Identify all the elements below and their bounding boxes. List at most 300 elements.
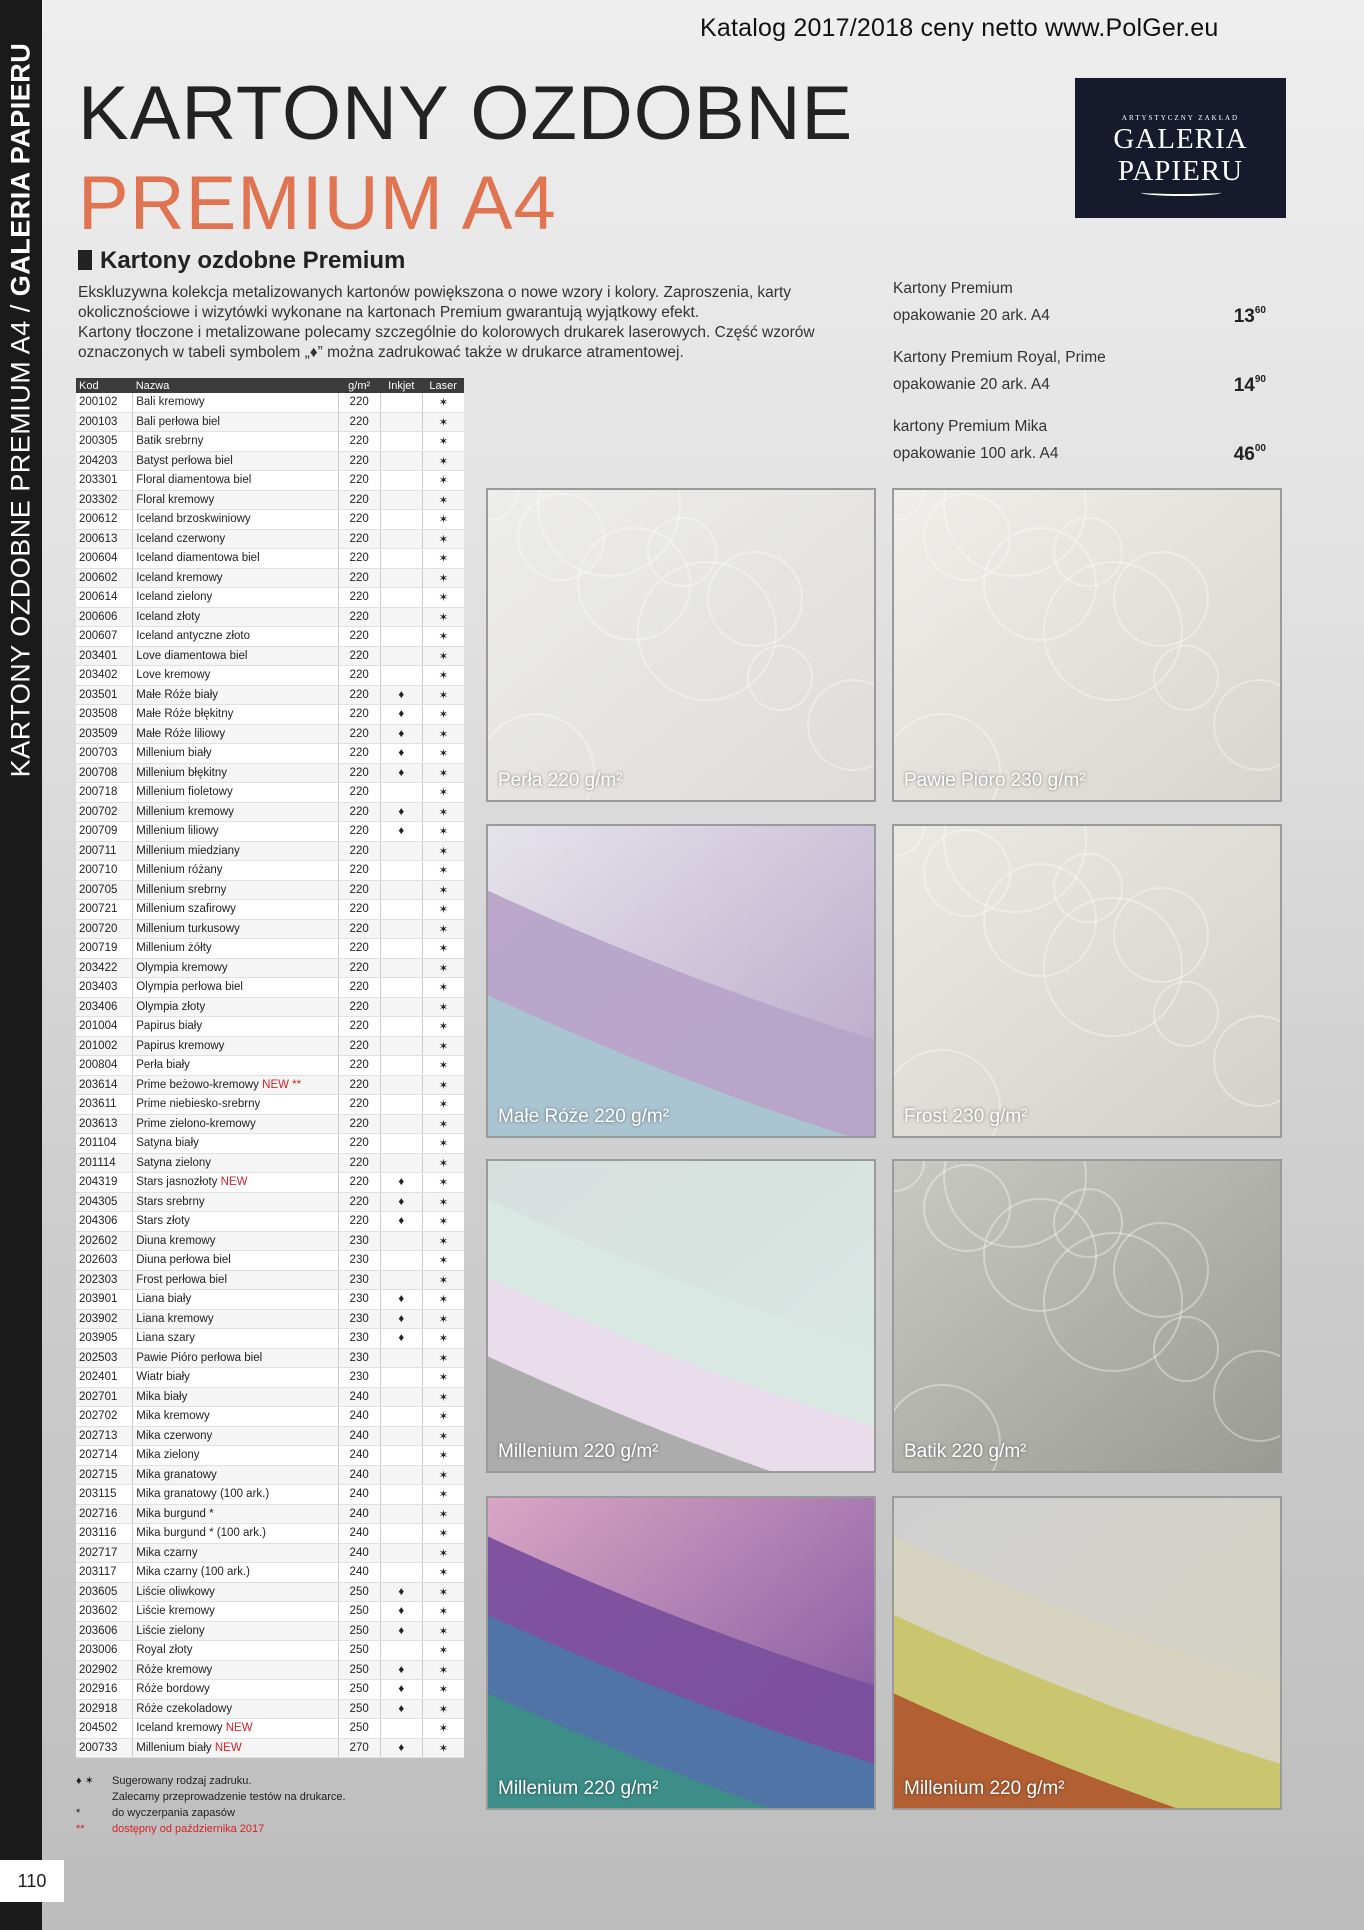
price-row (893, 418, 1278, 487)
cell-laser: ✶ (422, 510, 464, 530)
table-row (76, 1368, 464, 1388)
cell-kod: 203422 (76, 958, 133, 978)
table-row (76, 1426, 464, 1446)
cell-nazwa: Mika granatowy (133, 1465, 338, 1485)
col-gsm: g/m² (338, 378, 380, 393)
cell-kod: 204319 (76, 1173, 133, 1193)
cell-inkjet (380, 646, 422, 666)
cell-inkjet (380, 1134, 422, 1154)
cell-kod: 203605 (76, 1582, 133, 1602)
cell-laser: ✶ (422, 627, 464, 647)
cell-gsm: 220 (338, 900, 380, 920)
cell-gsm: 250 (338, 1680, 380, 1700)
cell-kod: 204502 (76, 1719, 133, 1739)
cell-laser: ✶ (422, 1173, 464, 1193)
cell-inkjet (380, 1543, 422, 1563)
table-row (76, 1387, 464, 1407)
paper-swatch (892, 824, 1282, 1138)
table-row (76, 900, 464, 920)
table-row (76, 1095, 464, 1115)
price-product: Kartony Premium (893, 280, 1013, 297)
cell-kod: 200102 (76, 393, 133, 412)
cell-laser: ✶ (422, 1114, 464, 1134)
table-row (76, 1017, 464, 1037)
table-row (76, 1231, 464, 1251)
price-row (893, 349, 1278, 418)
cell-kod: 200613 (76, 529, 133, 549)
cell-inkjet: ♦ (380, 1680, 422, 1700)
price-value: $46^{00}$ (1233, 443, 1266, 465)
cell-kod: 204305 (76, 1192, 133, 1212)
cell-kod: 203614 (76, 1075, 133, 1095)
cell-kod: 203301 (76, 471, 133, 491)
cell-inkjet (380, 432, 422, 452)
cell-inkjet (380, 1446, 422, 1466)
table-row (76, 393, 464, 412)
cell-nazwa: Diuna kremowy (133, 1231, 338, 1251)
cell-kod: 202918 (76, 1699, 133, 1719)
cell-laser: ✶ (422, 588, 464, 608)
cell-laser: ✶ (422, 568, 464, 588)
cell-kod: 200602 (76, 568, 133, 588)
new-badge: NEW (220, 1176, 248, 1189)
cell-gsm: 230 (338, 1251, 380, 1271)
table-row (76, 1699, 464, 1719)
cell-inkjet: ♦ (380, 802, 422, 822)
cell-inkjet (380, 1114, 422, 1134)
table-row (76, 1056, 464, 1076)
cell-inkjet (380, 1251, 422, 1271)
cell-gsm: 240 (338, 1504, 380, 1524)
cell-inkjet (380, 529, 422, 549)
cell-gsm: 220 (338, 841, 380, 861)
cell-laser: ✶ (422, 1407, 464, 1427)
cell-laser: ✶ (422, 1465, 464, 1485)
cell-kod: 202701 (76, 1387, 133, 1407)
cell-inkjet: ♦ (380, 1309, 422, 1329)
cell-nazwa: Iceland kremowy NEW (133, 1719, 338, 1739)
cell-nazwa: Millenium błękitny (133, 763, 338, 783)
cell-laser: ✶ (422, 1309, 464, 1329)
table-row (76, 1524, 464, 1544)
cell-gsm: 220 (338, 802, 380, 822)
cell-nazwa: Prime niebiesko-srebrny (133, 1095, 338, 1115)
swatch-label: Perła 220 g/m² (498, 770, 623, 791)
cell-gsm: 220 (338, 822, 380, 842)
cell-nazwa: Mika biały (133, 1387, 338, 1407)
cell-inkjet: ♦ (380, 1212, 422, 1232)
table-row (76, 1504, 464, 1524)
cell-laser: ✶ (422, 763, 464, 783)
price-value: $13^{60}$ (1233, 305, 1266, 327)
cell-nazwa: Batyst perłowa biel (133, 451, 338, 471)
cell-gsm: 230 (338, 1309, 380, 1329)
cell-gsm: 250 (338, 1602, 380, 1622)
cell-nazwa: Millenium miedziany (133, 841, 338, 861)
table-row (76, 510, 464, 530)
cell-kod: 202603 (76, 1251, 133, 1271)
cell-kod: 202717 (76, 1543, 133, 1563)
legend-row (76, 1805, 346, 1821)
cell-inkjet (380, 1387, 422, 1407)
cell-inkjet (380, 1368, 422, 1388)
sidebar (0, 0, 42, 1930)
legend-symbol: * (76, 1807, 81, 1819)
swatch-texture (488, 490, 876, 802)
cell-nazwa: Małe Róże błękitny (133, 705, 338, 725)
cell-nazwa: Millenium fioletowy (133, 783, 338, 803)
cell-kod: 202902 (76, 1660, 133, 1680)
table-row (76, 1719, 464, 1739)
table-row (76, 783, 464, 803)
cell-inkjet (380, 549, 422, 569)
cell-laser: ✶ (422, 939, 464, 959)
cell-laser: ✶ (422, 666, 464, 686)
paper-swatch (892, 488, 1282, 802)
cell-laser: ✶ (422, 471, 464, 491)
table-row (76, 666, 464, 686)
swatch-label: Pawie Pióro 230 g/m² (904, 770, 1086, 791)
cell-gsm: 220 (338, 1017, 380, 1037)
cell-inkjet: ♦ (380, 1738, 422, 1758)
cell-kod: 202702 (76, 1407, 133, 1427)
cell-gsm: 220 (338, 607, 380, 627)
cell-laser: ✶ (422, 880, 464, 900)
galeria-papieru-logo: ARTYSTYCZNY ZAKŁAD GALERIA PAPIERU (1075, 78, 1286, 218)
section-title: Kartony ozdobne Premium (78, 247, 405, 275)
table-row (76, 627, 464, 647)
table-row (76, 432, 464, 452)
cell-inkjet (380, 978, 422, 998)
price-pack: opakowanie 20 ark. A4 (893, 307, 1050, 324)
cell-inkjet (380, 783, 422, 803)
cell-inkjet (380, 1504, 422, 1524)
cell-kod: 203611 (76, 1095, 133, 1115)
cell-inkjet: ♦ (380, 1582, 422, 1602)
cell-kod: 200703 (76, 744, 133, 764)
cell-laser: ✶ (422, 1426, 464, 1446)
cell-laser: ✶ (422, 919, 464, 939)
legend-row (76, 1821, 346, 1837)
col-inkjet: Inkjet (380, 378, 422, 393)
cell-kod: 203006 (76, 1641, 133, 1661)
cell-laser: ✶ (422, 1056, 464, 1076)
table-row (76, 1309, 464, 1329)
cell-nazwa: Frost perłowa biel (133, 1270, 338, 1290)
swatch-texture (894, 490, 1282, 802)
table-row (76, 919, 464, 939)
cell-inkjet (380, 841, 422, 861)
swatch-label: Millenium 220 g/m² (498, 1778, 659, 1799)
cell-gsm: 240 (338, 1543, 380, 1563)
legend-symbol: ♦ ✶ (76, 1775, 94, 1787)
cell-gsm: 220 (338, 1056, 380, 1076)
cell-inkjet (380, 880, 422, 900)
cell-nazwa: Millenium biały NEW (133, 1738, 338, 1758)
price-pack: opakowanie 20 ark. A4 (893, 376, 1050, 393)
cell-inkjet: ♦ (380, 1699, 422, 1719)
cell-laser: ✶ (422, 1134, 464, 1154)
table-row (76, 841, 464, 861)
cell-nazwa: Iceland kremowy (133, 568, 338, 588)
cell-nazwa: Millenium srebrny (133, 880, 338, 900)
cell-nazwa: Diuna perłowa biel (133, 1251, 338, 1271)
cell-nazwa: Millenium żółty (133, 939, 338, 959)
cell-inkjet: ♦ (380, 744, 422, 764)
cell-gsm: 220 (338, 1212, 380, 1232)
cell-gsm: 220 (338, 1036, 380, 1056)
cell-gsm: 230 (338, 1329, 380, 1349)
cell-gsm: 220 (338, 471, 380, 491)
cell-kod: 201114 (76, 1153, 133, 1173)
cell-nazwa: Mika zielony (133, 1446, 338, 1466)
paper-swatch (486, 824, 876, 1138)
table-row (76, 861, 464, 881)
cell-laser: ✶ (422, 1368, 464, 1388)
cell-inkjet (380, 1231, 422, 1251)
cell-nazwa: Stars srebrny (133, 1192, 338, 1212)
swatch-texture (894, 1161, 1282, 1473)
cell-laser: ✶ (422, 744, 464, 764)
cell-inkjet (380, 393, 422, 412)
cell-inkjet: ♦ (380, 724, 422, 744)
cell-inkjet (380, 490, 422, 510)
cell-laser: ✶ (422, 997, 464, 1017)
cell-nazwa: Millenium szafirowy (133, 900, 338, 920)
cell-nazwa: Mika granatowy (100 ark.) (133, 1485, 338, 1505)
cell-laser: ✶ (422, 549, 464, 569)
cell-kod: 203902 (76, 1309, 133, 1329)
cell-laser: ✶ (422, 1660, 464, 1680)
logo-swoosh (1141, 189, 1221, 196)
price-product: kartony Premium Mika (893, 418, 1048, 435)
cell-kod: 202303 (76, 1270, 133, 1290)
sidebar-label: KARTONY OZDOBNE PREMIUM A4 / GALERIA PAPIERU (5, 42, 36, 778)
col-kod: Kod (76, 378, 133, 393)
paper-swatch (486, 488, 876, 802)
cell-nazwa: Royal złoty (133, 1641, 338, 1661)
cell-laser: ✶ (422, 412, 464, 432)
cell-inkjet (380, 607, 422, 627)
cell-inkjet (380, 666, 422, 686)
cell-nazwa: Bali perłowa biel (133, 412, 338, 432)
cell-gsm: 220 (338, 393, 380, 412)
paper-swatch (892, 1159, 1282, 1473)
cell-inkjet (380, 1465, 422, 1485)
table-row (76, 1075, 464, 1095)
cell-gsm: 250 (338, 1641, 380, 1661)
paper-swatch (486, 1159, 876, 1473)
cell-gsm: 220 (338, 744, 380, 764)
cell-laser: ✶ (422, 1329, 464, 1349)
cell-laser: ✶ (422, 1192, 464, 1212)
swatch-label: Millenium 220 g/m² (904, 1778, 1065, 1799)
cell-nazwa: Iceland antyczne złoto (133, 627, 338, 647)
page-title-line1: KARTONY OZDOBNE (78, 71, 854, 156)
cell-nazwa: Prime zielono-kremowy (133, 1114, 338, 1134)
cell-inkjet (380, 997, 422, 1017)
swatch-label: Batik 220 g/m² (904, 1441, 1027, 1462)
cell-nazwa: Iceland zielony (133, 588, 338, 608)
table-row (76, 568, 464, 588)
cell-gsm: 250 (338, 1719, 380, 1739)
table-row (76, 412, 464, 432)
cell-inkjet (380, 588, 422, 608)
cell-gsm: 220 (338, 568, 380, 588)
cell-gsm: 220 (338, 529, 380, 549)
cell-gsm: 230 (338, 1368, 380, 1388)
cell-nazwa: Pawie Pióro perłowa biel (133, 1348, 338, 1368)
cell-kod: 202716 (76, 1504, 133, 1524)
cell-kod: 203905 (76, 1329, 133, 1349)
cell-laser: ✶ (422, 1524, 464, 1544)
cell-nazwa: Mika czerwony (133, 1426, 338, 1446)
cell-nazwa: Małe Róże biały (133, 685, 338, 705)
table-row (76, 1680, 464, 1700)
table-row (76, 1641, 464, 1661)
table-row (76, 822, 464, 842)
cell-gsm: 220 (338, 1075, 380, 1095)
cell-laser: ✶ (422, 822, 464, 842)
table-row (76, 978, 464, 998)
swatch-texture (488, 1498, 876, 1810)
cell-inkjet (380, 627, 422, 647)
table-row (76, 1212, 464, 1232)
cell-nazwa: Millenium liliowy (133, 822, 338, 842)
cell-gsm: 220 (338, 880, 380, 900)
cell-laser: ✶ (422, 978, 464, 998)
cell-nazwa: Liana biały (133, 1290, 338, 1310)
cell-gsm: 220 (338, 978, 380, 998)
cell-inkjet (380, 1056, 422, 1076)
cell-nazwa: Mika burgund * (133, 1504, 338, 1524)
table-row (76, 1582, 464, 1602)
cell-gsm: 250 (338, 1621, 380, 1641)
col-laser: Laser (422, 378, 464, 393)
cell-nazwa: Liana szary (133, 1329, 338, 1349)
cell-kod: 200711 (76, 841, 133, 861)
cell-kod: 200607 (76, 627, 133, 647)
cell-nazwa: Satyna biały (133, 1134, 338, 1154)
cell-laser: ✶ (422, 607, 464, 627)
cell-gsm: 220 (338, 666, 380, 686)
cell-laser: ✶ (422, 529, 464, 549)
cell-kod: 204203 (76, 451, 133, 471)
table-row (76, 1602, 464, 1622)
cell-kod: 200721 (76, 900, 133, 920)
cell-laser: ✶ (422, 1699, 464, 1719)
cell-nazwa: Millenium kremowy (133, 802, 338, 822)
cell-inkjet (380, 861, 422, 881)
cell-kod: 202715 (76, 1465, 133, 1485)
cell-inkjet (380, 900, 422, 920)
cell-kod: 202713 (76, 1426, 133, 1446)
cell-gsm: 220 (338, 958, 380, 978)
cell-laser: ✶ (422, 900, 464, 920)
cell-nazwa: Perła biały (133, 1056, 338, 1076)
cell-inkjet (380, 451, 422, 471)
cell-kod: 202602 (76, 1231, 133, 1251)
legend-row (76, 1773, 346, 1805)
cell-gsm: 220 (338, 685, 380, 705)
table-row (76, 1251, 464, 1271)
catalog-note: Katalog 2017/2018 ceny netto www.PolGer.eu (700, 14, 1219, 42)
cell-nazwa: Liana kremowy (133, 1309, 338, 1329)
cell-laser: ✶ (422, 1485, 464, 1505)
new-badge: NEW (225, 1722, 253, 1735)
cell-kod: 200702 (76, 802, 133, 822)
table-header (76, 378, 464, 393)
table-row (76, 1407, 464, 1427)
cell-kod: 203508 (76, 705, 133, 725)
cell-nazwa: Prime beżowo-kremowy NEW ** (133, 1075, 338, 1095)
cell-nazwa: Olympia perłowa biel (133, 978, 338, 998)
cell-kod: 203613 (76, 1114, 133, 1134)
page-title-line2: PREMIUM A4 (78, 161, 557, 246)
cell-kod: 203602 (76, 1602, 133, 1622)
cell-gsm: 220 (338, 763, 380, 783)
cell-kod: 203115 (76, 1485, 133, 1505)
cell-gsm: 220 (338, 490, 380, 510)
product-table (76, 378, 464, 1758)
cell-inkjet: ♦ (380, 705, 422, 725)
cell-laser: ✶ (422, 1270, 464, 1290)
cell-gsm: 220 (338, 919, 380, 939)
cell-kod: 203117 (76, 1563, 133, 1583)
cell-nazwa: Iceland diamentowa biel (133, 549, 338, 569)
cell-gsm: 220 (338, 412, 380, 432)
cell-inkjet (380, 1426, 422, 1446)
cell-nazwa: Iceland złoty (133, 607, 338, 627)
cell-gsm: 240 (338, 1446, 380, 1466)
cell-nazwa: Mika kremowy (133, 1407, 338, 1427)
table-row (76, 1543, 464, 1563)
table-row (76, 939, 464, 959)
cell-kod: 200708 (76, 763, 133, 783)
cell-laser: ✶ (422, 1621, 464, 1641)
cell-laser: ✶ (422, 1387, 464, 1407)
cell-gsm: 220 (338, 646, 380, 666)
cell-nazwa: Papirus biały (133, 1017, 338, 1037)
cell-nazwa: Iceland czerwony (133, 529, 338, 549)
cell-laser: ✶ (422, 1348, 464, 1368)
new-badge: NEW (214, 1741, 242, 1754)
cell-nazwa: Stars złoty (133, 1212, 338, 1232)
cell-nazwa: Liście zielony (133, 1621, 338, 1641)
price-pack: opakowanie 100 ark. A4 (893, 445, 1059, 462)
table-row (76, 490, 464, 510)
cell-gsm: 220 (338, 451, 380, 471)
cell-inkjet (380, 1153, 422, 1173)
cell-kod: 201104 (76, 1134, 133, 1154)
paper-swatch (892, 1496, 1282, 1810)
cell-nazwa: Batik srebrny (133, 432, 338, 452)
cell-laser: ✶ (422, 1738, 464, 1758)
cell-laser: ✶ (422, 1582, 464, 1602)
cell-nazwa: Liście kremowy (133, 1602, 338, 1622)
cell-kod: 200612 (76, 510, 133, 530)
price-value: $14^{90}$ (1233, 374, 1266, 396)
table-row (76, 1329, 464, 1349)
swatch-label: Frost 230 g/m² (904, 1106, 1028, 1127)
cell-inkjet (380, 1485, 422, 1505)
table-row (76, 685, 464, 705)
cell-gsm: 220 (338, 432, 380, 452)
swatch-label: Millenium 220 g/m² (498, 1441, 659, 1462)
cell-gsm: 250 (338, 1660, 380, 1680)
cell-inkjet: ♦ (380, 1660, 422, 1680)
cell-gsm: 220 (338, 1192, 380, 1212)
